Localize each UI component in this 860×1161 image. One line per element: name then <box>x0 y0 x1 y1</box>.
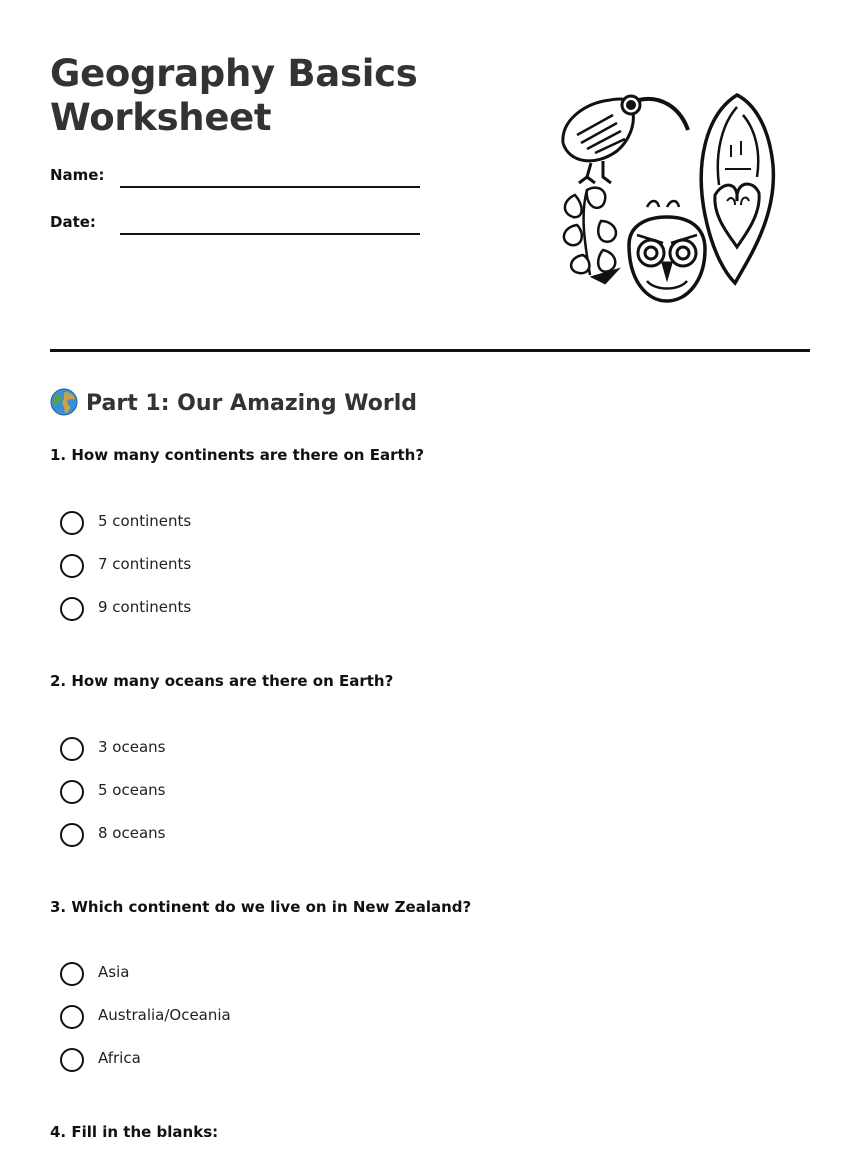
date-label: Date: <box>50 213 96 231</box>
date-blank-line[interactable] <box>120 233 420 235</box>
radio-button[interactable] <box>60 737 84 761</box>
radio-button[interactable] <box>60 511 84 535</box>
radio-button[interactable] <box>60 554 84 578</box>
globe-icon <box>50 388 78 416</box>
maori-art-illustration <box>555 85 780 310</box>
option-label: 7 continents <box>98 555 192 573</box>
radio-button[interactable] <box>60 1005 84 1029</box>
radio-button[interactable] <box>60 1048 84 1072</box>
radio-button[interactable] <box>60 597 84 621</box>
option-label: Asia <box>98 963 130 981</box>
part-1-heading <box>50 388 417 420</box>
worksheet-title <box>50 52 417 140</box>
question-3: 3. Which continent do we live on in New Zealand? <box>50 898 472 916</box>
radio-button[interactable] <box>60 823 84 847</box>
name-blank-line[interactable] <box>120 186 420 188</box>
title-line-2: Worksheet <box>50 96 272 139</box>
kiwi-bird-icon <box>563 96 688 183</box>
option-label: 9 continents <box>98 598 192 616</box>
title-line-1: Geography Basics <box>50 52 418 95</box>
option-label: 8 oceans <box>98 824 166 842</box>
option-label: 3 oceans <box>98 738 166 756</box>
part-1-heading-text: Part 1: Our Amazing World <box>86 391 417 416</box>
fern-leaf-icon <box>564 188 617 283</box>
date-field[interactable] <box>50 211 420 235</box>
option-label: Africa <box>98 1049 141 1067</box>
question-2: 2. How many oceans are there on Earth? <box>50 672 394 690</box>
question-4: 4. Fill in the blanks: <box>50 1123 219 1141</box>
name-label: Name: <box>50 166 105 184</box>
option-label: 5 oceans <box>98 781 166 799</box>
name-field[interactable] <box>50 164 420 188</box>
question-1: 1. How many continents are there on Earth? <box>50 446 425 464</box>
option-label: 5 continents <box>98 512 192 530</box>
radio-button[interactable] <box>60 780 84 804</box>
section-divider <box>50 349 810 352</box>
koru-leaf-icon <box>701 95 773 283</box>
radio-button[interactable] <box>60 962 84 986</box>
option-label: Australia/Oceania <box>98 1006 231 1024</box>
owl-icon <box>629 201 705 301</box>
